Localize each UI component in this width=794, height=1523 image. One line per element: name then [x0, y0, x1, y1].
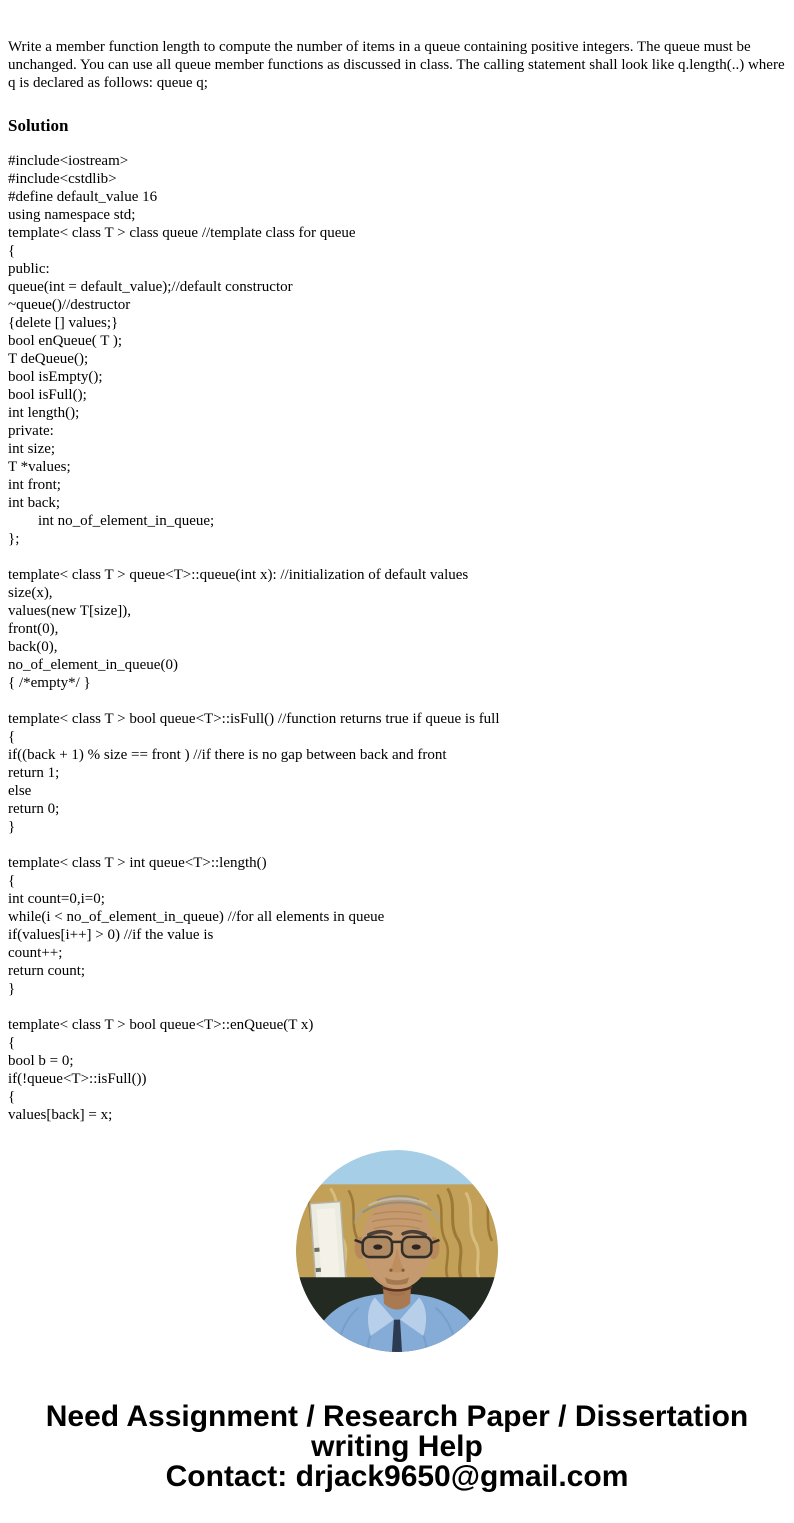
code-line: ~queue()//destructor	[8, 297, 131, 313]
code-line: bool b = 0;	[8, 1053, 74, 1069]
code-line: template< class T > bool queue<T>::isFull() //function returns true if queue is full	[8, 711, 500, 727]
portrait-svg	[296, 1150, 498, 1352]
code-line: #define default_value 16	[8, 189, 158, 205]
code-line: {	[8, 729, 16, 745]
code-line: public:	[8, 261, 50, 277]
eye-right	[412, 1244, 421, 1249]
code-line	[8, 836, 786, 854]
code-line: int front;	[8, 477, 61, 493]
footer-help-text: Need Assignment / Research Paper / Dissertation writing Help	[45, 1400, 749, 1463]
code-line: if(!queue<T>::isFull())	[8, 1071, 147, 1087]
code-line: int length();	[8, 405, 80, 421]
code-line: bool isFull();	[8, 387, 87, 403]
code-line: {	[8, 1089, 16, 1105]
code-line: else	[8, 783, 32, 799]
door-frame	[310, 1202, 346, 1290]
code-line: int no_of_element_in_queue;	[8, 513, 215, 529]
code-line: }	[8, 981, 16, 997]
code-line: template< class T > int queue<T>::length()	[8, 855, 267, 871]
code-line: size(x),	[8, 585, 53, 601]
code-line: T deQueue();	[8, 351, 89, 367]
code-line: template< class T > bool queue<T>::enQueue(T x)	[8, 1017, 314, 1033]
code-line: front(0),	[8, 621, 59, 637]
code-line: values[back] = x;	[8, 1107, 113, 1123]
code-line: template< class T > queue<T>::queue(int x): //initialization of default values	[8, 567, 469, 583]
code-line	[8, 692, 786, 710]
code-line: bool enQueue( T );	[8, 333, 123, 349]
code-line: private:	[8, 423, 54, 439]
code-line	[8, 548, 786, 566]
code-line: {delete [] values;}	[8, 315, 119, 331]
code-line: count++;	[8, 945, 63, 961]
eye-left	[373, 1244, 382, 1249]
code-line: int size;	[8, 441, 56, 457]
code-line: {	[8, 1035, 16, 1051]
solution-heading: Solution	[8, 116, 69, 135]
code-line: }	[8, 819, 16, 835]
code-line: };	[8, 531, 20, 547]
code-listing	[8, 152, 786, 1124]
code-line: back(0),	[8, 639, 58, 655]
code-line: queue(int = default_value);//default constructor	[8, 279, 293, 295]
code-line: no_of_element_in_queue(0)	[8, 657, 178, 673]
code-line: #include<cstdlib>	[8, 171, 117, 187]
code-line: #include<iostream>	[8, 153, 129, 169]
code-line: T *values;	[8, 459, 71, 475]
code-line: template< class T > class queue //template class for queue	[8, 225, 356, 241]
code-line: return count;	[8, 963, 86, 979]
code-line: {	[8, 243, 16, 259]
code-line: int back;	[8, 495, 61, 511]
code-line: while(i < no_of_element_in_queue) //for all elements in queue	[8, 909, 385, 925]
footer-banner	[37, 1402, 757, 1492]
code-line: if(values[i++] > 0) //if the value is	[8, 927, 214, 943]
code-line: if((back + 1) % size == front ) //if there is no gap between back and front	[8, 747, 447, 763]
code-line: using namespace std;	[8, 207, 136, 223]
code-line: int count=0,i=0;	[8, 891, 105, 907]
nostril-left	[389, 1269, 392, 1272]
code-line: values(new T[size]),	[8, 603, 132, 619]
question-text: Write a member function length to compute the number of items in a queue containing positive integers. The queue must be unchanged. You can use all queue member functions as discussed in class. The calling statement shall look like q.length(..) where q is declared as follows: queue q;	[8, 39, 785, 91]
nostril-right	[401, 1269, 404, 1272]
code-line: return 1;	[8, 765, 60, 781]
code-line: {	[8, 873, 16, 889]
code-line: { /*empty*/ }	[8, 675, 91, 691]
code-line: return 0;	[8, 801, 60, 817]
code-line: bool isEmpty();	[8, 369, 103, 385]
portrait-photo	[296, 1150, 498, 1352]
footer-contact-text: Contact: drjack9650@gmail.com	[165, 1460, 629, 1493]
code-line	[8, 998, 786, 1016]
